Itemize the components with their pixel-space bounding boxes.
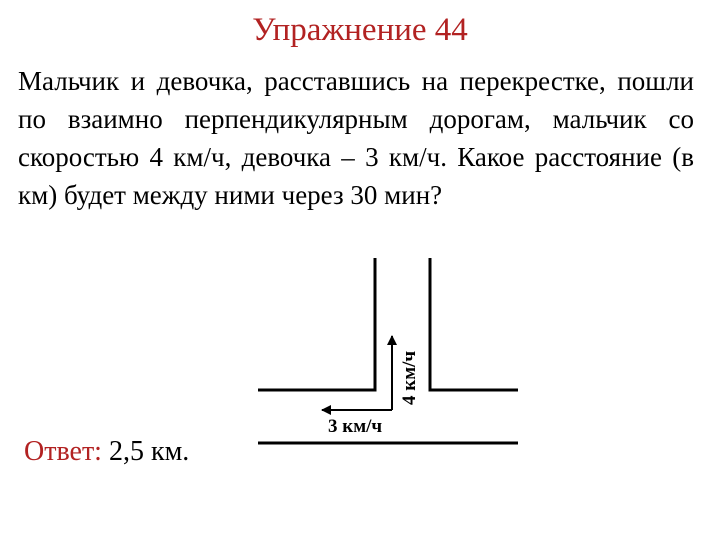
road-edge-right-corner [430, 258, 518, 390]
boy-speed-label: 4 км/ч [399, 350, 420, 405]
girl-speed-label: 3 км/ч [328, 416, 383, 437]
answer-value: 2,5 км. [101, 436, 190, 467]
problem-text: Мальчик и девочка, расставшись на перекрестке, пошли по взаимно перпендикулярным дорогам, мальчик со скоростью 4 км/ч, девочка – 3 км/ч. Какое расстояние (в км) будет между ними через 30 мин? [18, 66, 694, 210]
answer [24, 434, 189, 470]
answer-label: Ответ: [24, 436, 102, 467]
exercise-title: Упражнение 44 [252, 12, 468, 48]
road-edge-left-corner [258, 258, 375, 390]
